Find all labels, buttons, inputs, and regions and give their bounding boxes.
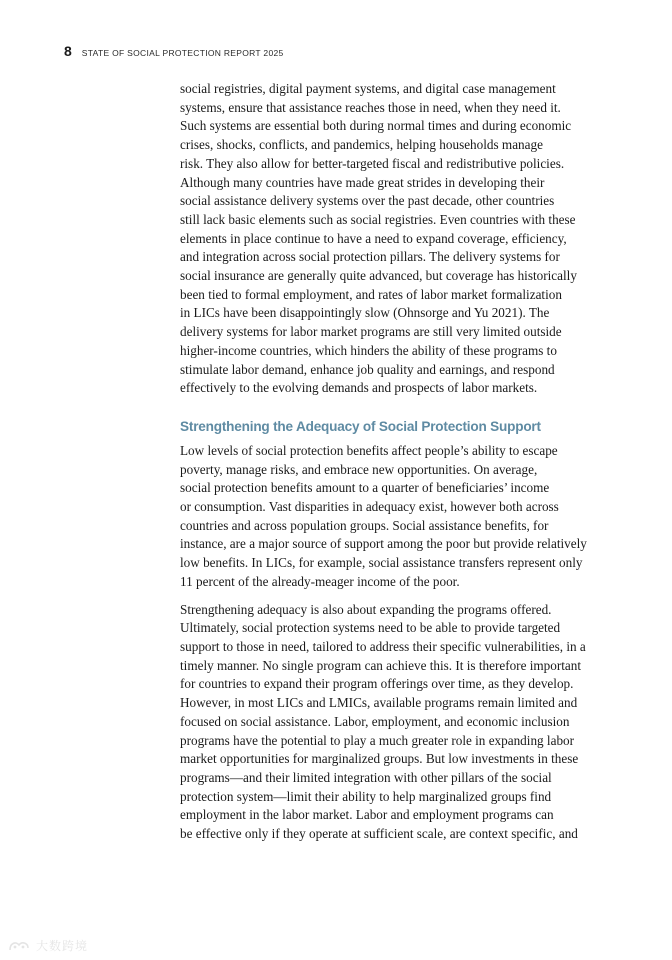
text-line: poverty, manage risks, and embrace new opportunities. On average, xyxy=(180,461,538,477)
text-line: employment in the labor market. Labor and employment programs can xyxy=(180,807,554,823)
text-line: programs have the potential to play a much greater role in expanding labor xyxy=(180,732,575,748)
section-heading: Strengthening the Adequacy of Social Protection Support xyxy=(180,418,541,434)
text-line: or consumption. Vast disparities in adequacy exist, however both across xyxy=(180,499,559,515)
text-line: Such systems are essential both during normal times and during economic xyxy=(180,118,572,134)
text-line: low benefits. In LICs, for example, social assistance transfers represent only xyxy=(180,555,583,571)
text-line: 11 percent of the already-meager income of the poor. xyxy=(180,573,460,589)
text-line: However, in most LICs and LMICs, available programs remain limited and xyxy=(180,695,578,711)
text-line: and integration across social protection pillars. The delivery systems for xyxy=(180,249,560,265)
text-line: crises, shocks, conflicts, and pandemics, helping households manage xyxy=(180,137,543,153)
page-number: 8 xyxy=(64,43,72,59)
text-line: programs—and their limited integration with other pillars of the social xyxy=(180,769,552,785)
paragraph-benefit-levels xyxy=(180,442,592,592)
text-line: in LICs have been disappointingly slow (Ohnsorge and Yu 2021). The xyxy=(180,305,550,321)
text-line: countries and across population groups. Social assistance benefits, for xyxy=(180,517,549,533)
text-line: social assistance delivery systems over the past decade, other countries xyxy=(180,193,555,209)
watermark-text: 大数跨境 xyxy=(36,939,89,953)
watermark xyxy=(8,937,88,954)
text-line: been tied to formal employment, and rates of labor market formalization xyxy=(180,286,562,302)
text-line: still lack basic elements such as social registries. Even countries with these xyxy=(180,211,576,227)
text-line: social registries, digital payment systems, and digital case management xyxy=(180,81,556,96)
text-line: effectively to the evolving demands and prospects of labor markets. xyxy=(180,380,538,396)
text-line: stimulate labor demand, enhance job quality and earnings, and respond xyxy=(180,361,555,377)
text-line: Ultimately, social protection systems need to be able to provide targeted xyxy=(180,620,561,636)
text-line: systems, ensure that assistance reaches those in need, when they need it. xyxy=(180,99,561,115)
text-line: focused on social assistance. Labor, employment, and economic inclusion xyxy=(180,713,570,729)
watermark-logo-icon xyxy=(8,939,32,953)
text-line: delivery systems for labor market programs are still very limited outside xyxy=(180,324,562,340)
text-line: for countries to expand their program offerings over time, as they develop. xyxy=(180,676,574,692)
page-header xyxy=(64,43,284,59)
text-line: support to those in need, tailored to address their specific vulnerabilities, in a xyxy=(180,638,586,654)
paragraph-program-expansion xyxy=(180,601,592,844)
text-line: instance, are a major source of support among the poor but provide relatively xyxy=(180,536,587,552)
text-line: Strengthening adequacy is also about expanding the programs offered. xyxy=(180,601,552,617)
text-line: protection system—limit their ability to help marginalized groups find xyxy=(180,788,552,804)
text-line: social protection benefits amount to a quarter of beneficiaries’ income xyxy=(180,480,550,496)
text-line: Although many countries have made great strides in developing their xyxy=(180,174,545,190)
body-text xyxy=(180,80,592,844)
text-line: be effective only if they operate at sufficient scale, are context specific, and xyxy=(180,826,578,842)
text-line: market opportunities for marginalized groups. But low investments in these xyxy=(180,751,579,767)
paragraph-delivery-systems xyxy=(180,80,592,398)
text-line: higher-income countries, which hinders the ability of these programs to xyxy=(180,342,557,358)
text-line: risk. They also allow for better-targeted fiscal and redistributive policies. xyxy=(180,155,565,171)
text-line: elements in place continue to have a need to expand coverage, efficiency, xyxy=(180,230,567,246)
text-line: Low levels of social protection benefits affect people’s ability to escape xyxy=(180,442,558,458)
text-line: social insurance are generally quite advanced, but coverage has historically xyxy=(180,268,577,284)
text-line: timely manner. No single program can achieve this. It is therefore important xyxy=(180,657,581,673)
running-title: STATE OF SOCIAL PROTECTION REPORT 2025 xyxy=(81,48,284,58)
